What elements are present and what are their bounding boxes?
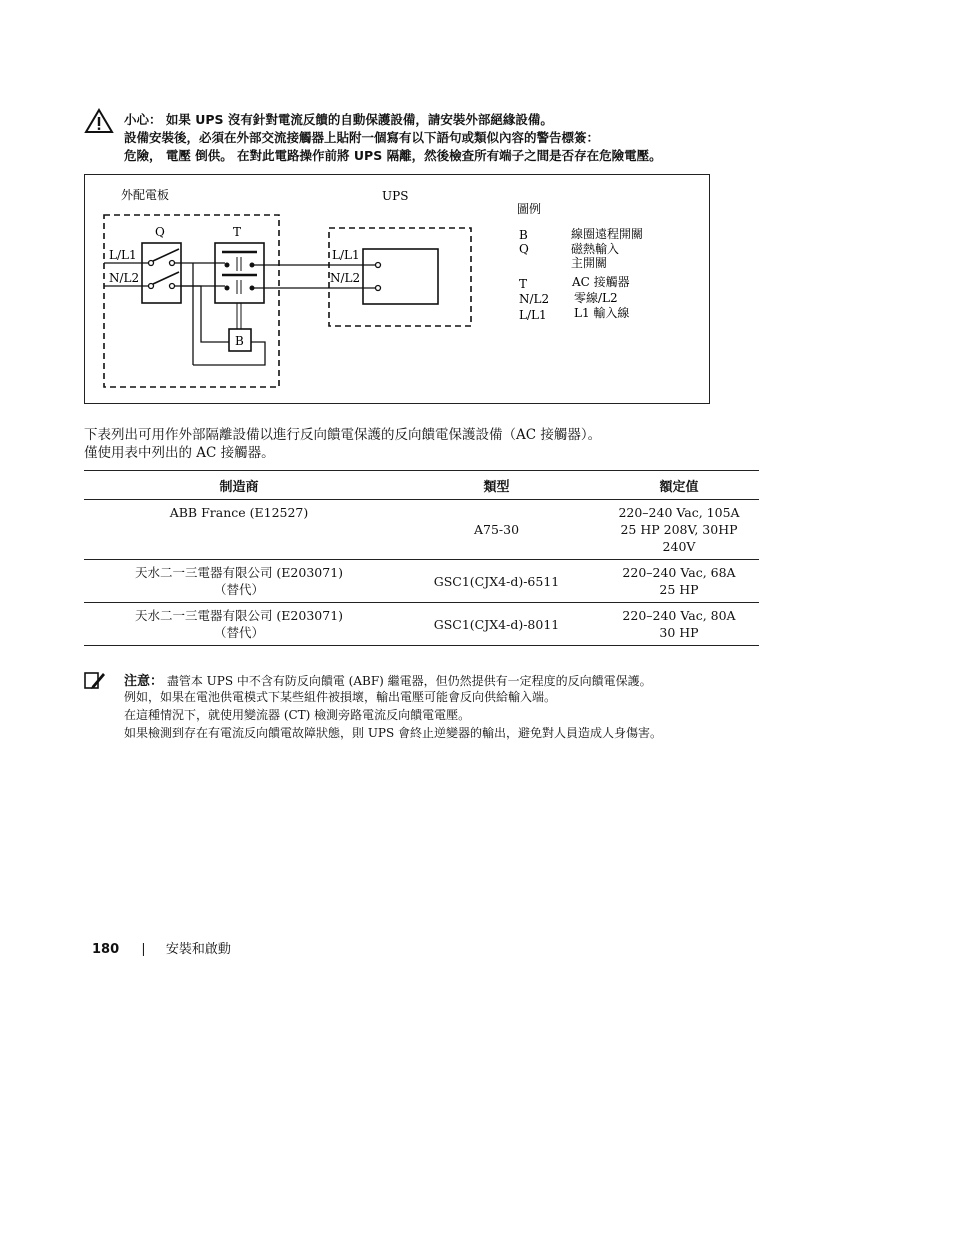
legend-key: B xyxy=(519,228,528,242)
maker-cell: 天水二一三電器有限公司 (E203071) （替代） xyxy=(84,560,394,603)
l1-right-label: L/L1 xyxy=(332,248,360,262)
intro-line-2: 僅使用表中列出的 AC 接觸器。 xyxy=(84,445,275,461)
legend-desc: 線圈遠程開關 xyxy=(571,227,644,241)
legend-key: T xyxy=(519,277,528,291)
legend-key: Q xyxy=(519,242,529,256)
type-cell: A75-30 xyxy=(394,500,599,560)
note-line-4: 如果檢測到存在有電流反向饋電故障狀態，則 UPS 會終止逆變器的輸出，避免對人員造成人身傷害。 xyxy=(124,726,663,740)
panel-label: 外配電板 xyxy=(121,188,170,202)
intro-paragraph xyxy=(84,426,784,462)
b-label: B xyxy=(235,334,244,348)
ups-unit-box xyxy=(363,249,438,304)
rating-cell: 220–240 Vac, 105A 25 HP 208V, 30HP 240V xyxy=(599,500,759,560)
table-row xyxy=(84,603,759,646)
maker-cell: ABB France (E12527) xyxy=(84,500,394,560)
caution-line-1: 小心： 如果 UPS 沒有針對電流反饋的自動保護設備，請安裝外部絕緣設備。 xyxy=(124,112,553,127)
rating-cell: 220–240 Vac, 68A 25 HP xyxy=(599,560,759,603)
q-label: Q xyxy=(155,225,165,239)
l1-left-label: L/L1 xyxy=(109,248,137,262)
legend-title: 圖例 xyxy=(517,202,542,216)
type-cell: GSC1(CJX4-d)-8011 xyxy=(394,603,599,646)
caution-line-2: 設備安裝後，必須在外部交流接觸器上貼附一個寫有以下語句或類似內容的警告標簽： xyxy=(124,130,600,145)
panel-dashed-box xyxy=(104,215,279,387)
table-header-row xyxy=(84,471,759,500)
pencil-note-icon xyxy=(84,670,106,692)
footer-section: 安裝和啟動 xyxy=(165,942,231,957)
n-left-label: N/L2 xyxy=(109,271,140,285)
header-maker: 制造商 xyxy=(84,471,394,500)
maker-cell: 天水二一三電器有限公司 (E203071) （替代） xyxy=(84,603,394,646)
note-label: 注意： xyxy=(124,674,164,689)
legend-desc: L1 輸入線 xyxy=(574,306,630,320)
note-line-2: 例如，如果在電池供電模式下某些組件被損壞，輸出電壓可能會反向供給輸入端。 xyxy=(124,690,557,704)
legend-desc: 零線/L2 xyxy=(574,291,618,305)
page-footer xyxy=(92,938,231,957)
footer-separator: | xyxy=(141,942,146,957)
legend-desc: AC 接觸器 xyxy=(572,275,630,289)
legend-key: N/L2 xyxy=(519,292,550,306)
warning-triangle-icon xyxy=(84,108,114,134)
legend-key: L/L1 xyxy=(519,308,547,322)
contactor-table xyxy=(84,470,759,646)
ups-label: UPS xyxy=(382,189,409,203)
note-line-3: 在這種情況下，就使用變流器 (CT) 檢測旁路電流反向饋電電壓。 xyxy=(124,708,471,722)
note-line-1: 注意： 盡管本 UPS 中不含有防反向饋電 (ABF) 繼電器，但仍然提供有一定程度的反向饋電保護。 xyxy=(124,674,652,689)
page-number: 180 xyxy=(92,942,120,957)
caution-line-3: 危險， 電壓 倒供。 在對此電路操作前將 UPS 隔離，然後檢查所有端子之間是否存在危險電壓。 xyxy=(124,148,662,163)
type-cell: GSC1(CJX4-d)-6511 xyxy=(394,560,599,603)
wiring-diagram xyxy=(84,174,710,404)
header-rating: 額定值 xyxy=(599,471,759,500)
table-row xyxy=(84,560,759,603)
table-row xyxy=(84,500,759,560)
wiring-diagram-svg xyxy=(85,175,709,403)
intro-line-1: 下表列出可用作外部隔離設備以進行反向饋電保護的反向饋電保護設備（AC 接觸器）。 xyxy=(84,427,602,443)
rating-cell: 220–240 Vac, 80A 30 HP xyxy=(599,603,759,646)
header-type: 類型 xyxy=(394,471,599,500)
legend-desc: 磁熱輸入 xyxy=(571,242,620,256)
n-right-label: N/L2 xyxy=(330,271,361,285)
legend-desc: 主開關 xyxy=(571,256,608,270)
t-label: T xyxy=(233,225,242,239)
